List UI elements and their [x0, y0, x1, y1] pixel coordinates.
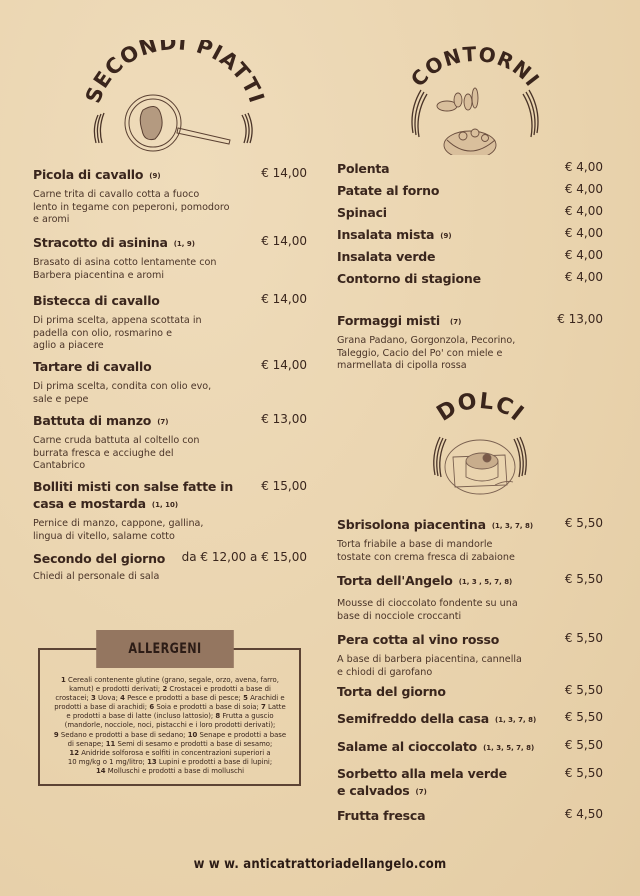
allergen-line: (mandorle, nocciole, noci, pistacchi e i loro prodotti derivati); [64, 721, 276, 730]
item-description: Di prima scelta, appena scottata in padella con olio, rosmarino e aglio a piacere [33, 315, 202, 352]
item-description: Pernice di manzo, cappone, gallina, lingua di vitello, salame cotto [33, 518, 204, 542]
item-name: Contorno di stagione [337, 271, 481, 286]
item-price: € 4,00 [564, 248, 603, 262]
item-price: € 5,50 [564, 516, 603, 530]
svg-text:DOLCI [433, 389, 529, 427]
allergen-line: 12 Anidride solforosa e solfiti in concentrazioni superiori a [69, 748, 271, 757]
item-description: Brasato di asina cotto lentamente con Barbera piacentina e aromi [33, 257, 217, 281]
menu-item-insalata-verde [337, 248, 603, 266]
menu-item-salame-al-cioccolato [337, 738, 603, 756]
item-name: Frutta fresca [337, 808, 426, 823]
menu-item-torta-dell-angelo [337, 572, 603, 623]
allergen-list [44, 676, 296, 776]
item-name: Sorbetto alla mela verde [337, 766, 507, 781]
item-name: Formaggi misti [337, 313, 440, 328]
item-name: Tartare di cavallo [33, 359, 152, 374]
menu-item-spinaci [337, 204, 603, 222]
menu-item-tartare-di-cavallo [33, 358, 307, 406]
item-price: € 4,00 [564, 160, 603, 174]
item-description: Torta friabile a base di mandorle tostate con crema fresca di zabaione [337, 539, 515, 563]
menu-item-polenta [337, 160, 603, 178]
svg-text:SECONDI PIATTI [81, 40, 269, 106]
item-price: € 5,50 [564, 631, 603, 645]
menu-item-secondo-del-giorno [33, 550, 307, 584]
item-allergens: (1, 3, 7, 8) [491, 522, 534, 530]
item-description: Chiedi al personale di sala [33, 571, 160, 582]
menu-item-sorbetto [337, 766, 603, 800]
item-price: € 5,50 [564, 738, 603, 752]
allergen-line: 10 mg/kg o 1 mg/litro; 13 Lupini e prodotti a base di lupini; [67, 757, 273, 766]
item-price: da € 12,00 a € 15,00 [181, 550, 307, 564]
allergen-line: di senape; 11 Semi di sesamo e prodotti a base di sesamo; [67, 739, 273, 748]
menu-item-pera-cotta [337, 631, 603, 679]
website-link[interactable]: w w w. anticatrattoriadellangelo.com [193, 857, 447, 872]
item-price: € 13,00 [261, 412, 307, 426]
contorni-title: CONTORNI [405, 41, 545, 92]
dolci-header [405, 385, 555, 500]
menu-item-contorno-di-stagione [337, 270, 603, 288]
frying-pan-illustration-icon [80, 40, 270, 155]
allergen-line: crostacei; 3 Uova; 4 Pesce e prodotti a base di pesce; 5 Arachidi e [55, 694, 285, 703]
menu-item-battuta-di-manzo [33, 412, 307, 473]
allergen-line: 9 Sedano e prodotti a base di sedano; 10 Senape e prodotti a base [53, 730, 287, 739]
item-price: € 14,00 [261, 292, 307, 306]
item-price: € 5,50 [564, 572, 603, 586]
item-name: Insalata mista [337, 227, 435, 242]
menu-item-sbrisolona-piacentina [337, 516, 603, 564]
item-name-line2: casa e mostarda [33, 496, 146, 511]
menu-item-frutta-fresca [337, 807, 603, 825]
item-allergens: (1, 3 , 5, 7, 8) [458, 578, 513, 586]
item-name: Torta dell'Angelo [337, 573, 453, 588]
item-name: Sbrisolona piacentina [337, 517, 486, 532]
item-name: Torta del giorno [337, 684, 446, 699]
secondi-title: SECONDI PIATTI [80, 40, 270, 107]
salad-bowl-illustration-icon [395, 40, 555, 155]
item-name: Semifreddo della casa [337, 711, 490, 726]
item-price: € 14,00 [261, 234, 307, 248]
item-description: A base di barbera piacentina, cannella e chiodi di garofano [337, 654, 522, 678]
item-description: Carne trita di cavallo cotta a fuoco lento in tegame con peperoni, pomodoro e aromi [33, 189, 230, 226]
item-price: € 13,00 [557, 312, 603, 326]
contorni-header [395, 40, 555, 155]
item-description: Carne cruda battuta al coltello con burrata fresca e acciughe del Cantabrico [33, 435, 200, 472]
item-name: Secondo del giorno [33, 551, 166, 566]
item-allergens: (1, 3, 7, 8) [495, 716, 537, 724]
item-name: Patate al forno [337, 183, 440, 198]
item-allergens: (9) [149, 172, 161, 180]
item-price: € 4,00 [564, 226, 603, 240]
menu-item-formaggi-misti [337, 312, 603, 373]
item-description: Grana Padano, Gorgonzola, Pecorino, Taleggio, Cacio del Po' con miele e marmellata di cipolla rossa [337, 335, 516, 372]
allergen-line: prodotti a base di arachidi; 6 Soia e prodotti a base di soia; 7 Latte [54, 703, 286, 712]
item-price: € 15,00 [261, 479, 307, 493]
item-name: Insalata verde [337, 249, 436, 264]
menu-item-patate-al-forno [337, 182, 603, 200]
item-name: Salame al cioccolato [337, 739, 478, 754]
allergen-line: 14 Molluschi e prodotti a base di molluschi [95, 766, 245, 775]
item-name: Battuta di manzo [33, 413, 152, 428]
allergen-banner: ALLERGENI [96, 630, 234, 668]
dolci-title: DOLCI [432, 388, 529, 427]
item-price: € 4,50 [564, 807, 603, 821]
dessert-plate-illustration-icon [405, 385, 555, 500]
item-name-line2: e calvados [337, 783, 410, 798]
menu-item-semifreddo [337, 710, 603, 728]
menu-item-insalata-mista [337, 226, 603, 244]
item-description: Mousse di cioccolato fondente su una base di nocciole croccanti [337, 598, 518, 622]
item-description: Di prima scelta, condita con olio evo, sale e pepe [33, 381, 212, 405]
item-allergens: (7) [450, 318, 462, 326]
item-name: Spinaci [337, 205, 387, 220]
item-name: Polenta [337, 161, 390, 176]
menu-item-picola-di-cavallo [33, 166, 307, 227]
item-price: € 5,50 [564, 683, 603, 697]
item-name: Bistecca di cavallo [33, 293, 160, 308]
item-name: Bolliti misti con salse fatte in [33, 479, 234, 494]
item-allergens: (1, 3, 5, 7, 8) [483, 744, 535, 752]
item-price: € 4,00 [564, 182, 603, 196]
item-price: € 4,00 [564, 204, 603, 218]
item-allergens: (1, 10) [151, 501, 179, 509]
allergen-line: kamut) e prodotti derivati; 2 Crostacei e prodotti a base di [69, 685, 271, 694]
allergen-line: 1 Cereali contenente glutine (grano, segale, orzo, avena, farro, [61, 676, 279, 684]
item-name: Stracotto di asinina [33, 235, 168, 250]
item-allergens: (9) [440, 232, 452, 240]
svg-text:CONTORNI [406, 42, 545, 91]
item-allergens: (7) [415, 788, 427, 796]
item-price: € 4,00 [564, 270, 603, 284]
menu-item-bolliti-misti [33, 479, 307, 543]
item-allergens: (7) [157, 418, 169, 426]
menu-item-stracotto-di-asinina [33, 234, 307, 282]
item-name: Picola di cavallo [33, 167, 144, 182]
secondi-piatti-header [80, 40, 270, 155]
menu-item-torta-del-giorno [337, 683, 603, 701]
item-price: € 5,50 [564, 710, 603, 724]
item-price: € 14,00 [261, 358, 307, 372]
allergen-line: e prodotti a base di latte (incluso lattosio); 8 Frutta a guscio [66, 712, 274, 721]
item-price: € 14,00 [261, 166, 307, 180]
item-price: € 5,50 [564, 766, 603, 780]
menu-item-bistecca-di-cavallo [33, 292, 307, 353]
item-allergens: (1, 9) [173, 240, 195, 248]
item-name: Pera cotta al vino rosso [337, 632, 500, 647]
